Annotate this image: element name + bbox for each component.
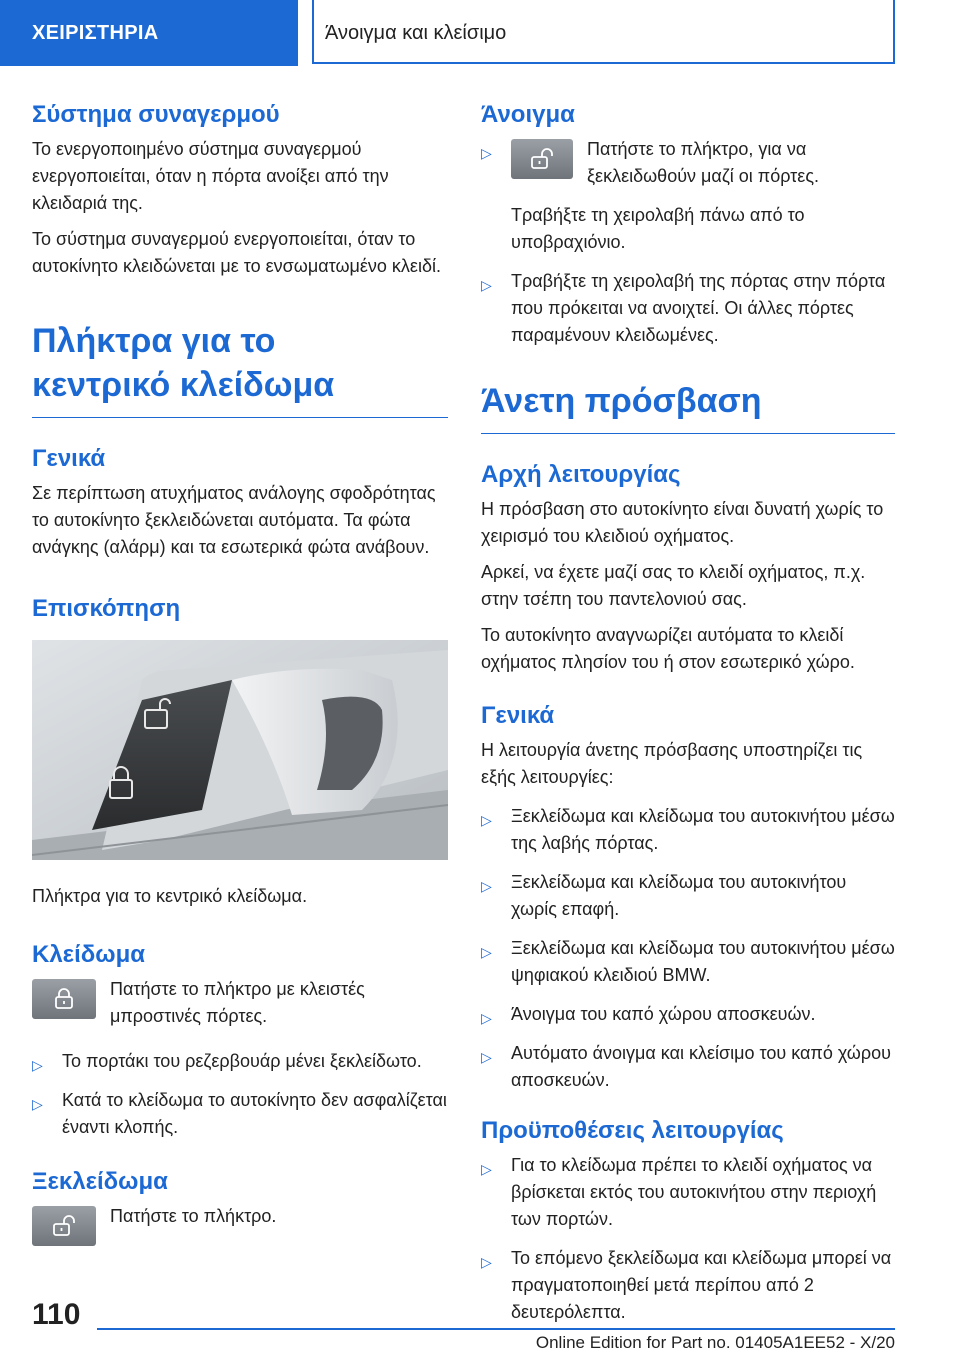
door-handle-photo <box>32 640 448 860</box>
footer-divider <box>97 1328 895 1330</box>
prereq-bullet-1: ▷ Για το κλείδωμα πρέπει το κλειδί οχήματος να βρίσκεται εκτός του αυτοκινήτου στην περιοχή των πορτών. <box>481 1155 877 1229</box>
comfort-access-heading: Άνετη πρόσβαση <box>481 382 762 420</box>
prereq-bullet-2: ▷ Το επόμενο ξεκλείδωμα και κλείδωμα μπορεί να πραγματοποιηθεί μετά περίπου από 2 δευτερόλεπτα. <box>481 1248 892 1322</box>
central-locking-heading-wrap <box>32 319 448 418</box>
lock-heading: Κλείδωμα <box>32 941 146 968</box>
lock-bullet-2: ▷ Κατά το κλείδωμα το αυτοκίνητο δεν ασφαλίζεται έναντι κλοπής. <box>32 1090 447 1137</box>
section-tab <box>0 0 298 66</box>
unlock-icon <box>530 148 554 170</box>
alarm-text-2: Το σύστημα συναγερμού ενεργοποιείται, όταν το αυτοκίνητο κλειδώνεται με το ενσωματωμένο κλειδί. <box>32 229 441 276</box>
unlock-text: Πατήστε το πλήκτρο. <box>110 1206 277 1226</box>
bullet-triangle-icon: ▷ <box>481 1010 492 1026</box>
open-bullet-1: ▷ Πατήστε το πλήκτρο, για να ξεκλειδωθούν μαζί οι πόρτες. <box>481 139 819 186</box>
bullet-triangle-icon: ▷ <box>32 1057 43 1073</box>
alarm-heading: Σύστημα συναγερμού <box>32 101 280 128</box>
comfort-bullet-4: ▷ Άνοιγμα του καπό χώρου αποσκευών. <box>481 1001 895 1028</box>
principle-text-3: Το αυτοκίνητο αναγνωρίζει αυτόματα το κλειδί οχήματος πλησίον του ή στον εσωτερικό χώρο. <box>481 625 855 672</box>
general-heading-2: Γενικά <box>481 702 555 729</box>
lock-bullet-1: ▷ Το πορτάκι του ρεζερβουάρ μένει ξεκλείδωτο. <box>32 1048 448 1075</box>
principle-text-2: Αρκεί, να έχετε μαζί σας το κλειδί οχήματος, π.χ. στην τσέπη του παντελονιού σας. <box>481 562 866 609</box>
central-locking-heading: Πλήκτρα για το κεντρικό κλείδωμα <box>32 322 335 404</box>
bullet-triangle-icon: ▷ <box>481 944 492 960</box>
lock-icon <box>53 988 75 1010</box>
general-text-2: Η λειτουργία άνετης πρόσβασης υποστηρίζει τις εξής λειτουργίες: <box>481 740 863 787</box>
right-column <box>481 100 895 1338</box>
overview-caption: Πλήκτρα για το κεντρικό κλείδωμα. <box>32 886 308 906</box>
open-bullet-1-cont: Τραβήξτε τη χειρολαβή πάνω από το υποβραχιόνιο. <box>511 205 805 252</box>
principle-heading: Αρχή λειτουργίας <box>481 461 681 488</box>
principle-text-1: Η πρόσβαση στο αυτοκίνητο είναι δυνατή χωρίς το χειρισμό του κλειδιού οχήματος. <box>481 499 884 546</box>
comfort-bullet-3: ▷ Ξεκλείδωμα και κλείδωμα του αυτοκινήτου μέσω ψηφιακού κλειδιού BMW. <box>481 938 895 985</box>
general-heading: Γενικά <box>32 445 106 472</box>
bullet-triangle-icon: ▷ <box>481 878 492 894</box>
left-column <box>32 100 448 1256</box>
open-bullet-2: ▷ Τραβήξτε τη χειρολαβή της πόρτας στην πόρτα που πρόκειται να ανοιχτεί. Οι άλλες πόρτες παραμένουν κλειδωμένες. <box>481 271 886 345</box>
bullet-triangle-icon: ▷ <box>32 1096 43 1112</box>
section-label: ΧΕΙΡΙΣΤΗΡΙΑ <box>32 21 159 44</box>
bullet-triangle-icon: ▷ <box>481 812 492 828</box>
overview-heading: Επισκόπηση <box>32 595 181 622</box>
edition-footer: Online Edition for Part no. 01405A1EE52 - X/20 <box>535 1333 895 1352</box>
bullet-triangle-icon: ▷ <box>481 1049 492 1065</box>
lock-instruction <box>32 976 448 1030</box>
unlock-button-illustration-2 <box>511 139 573 179</box>
prerequisites-heading: Προϋποθέσεις λειτουργίας <box>481 1117 784 1144</box>
comfort-access-heading-wrap <box>481 379 895 434</box>
bullet-triangle-icon: ▷ <box>481 277 492 293</box>
lock-button-illustration <box>32 979 96 1019</box>
alarm-text-1: Το ενεργοποιημένο σύστημα συναγερμού ενεργοποιείται, όταν η πόρτα ανοίξει από την κλειδαριά της. <box>32 139 389 213</box>
open-heading: Άνοιγμα <box>481 101 575 128</box>
bullet-triangle-icon: ▷ <box>481 145 492 161</box>
comfort-bullet-1: ▷ Ξεκλείδωμα και κλείδωμα του αυτοκινήτου μέσω της λαβής πόρτας. <box>481 806 895 853</box>
unlock-instruction <box>32 1203 448 1246</box>
bullet-triangle-icon: ▷ <box>481 1254 492 1270</box>
comfort-bullet-5: ▷ Αυτόματο άνοιγμα και κλείσιμο του καπό χώρου αποσκευών. <box>481 1043 891 1090</box>
unlock-icon <box>52 1215 76 1237</box>
unlock-heading: Ξεκλείδωμα <box>32 1168 168 1195</box>
general-text: Σε περίπτωση ατυχήματος ανάλογης σφοδρότητας το αυτοκίνητο ξεκλειδώνεται αυτόματα. Τα φώτα ανάγκης (αλάρμ) και τα εσωτερικά φώτα ανάβουν. <box>32 483 436 557</box>
page-title: Άνοιγμα και κλείσιμο <box>325 21 507 44</box>
bullet-triangle-icon: ▷ <box>481 1161 492 1177</box>
page-number: 110 <box>32 1298 81 1331</box>
lock-text: Πατήστε το πλήκτρο με κλειστές μπροστινές πόρτες. <box>110 979 365 1026</box>
comfort-bullet-2: ▷ Ξεκλείδωμα και κλείδωμα του αυτοκινήτου χωρίς επαφή. <box>481 872 847 919</box>
unlock-button-illustration <box>32 1206 96 1246</box>
